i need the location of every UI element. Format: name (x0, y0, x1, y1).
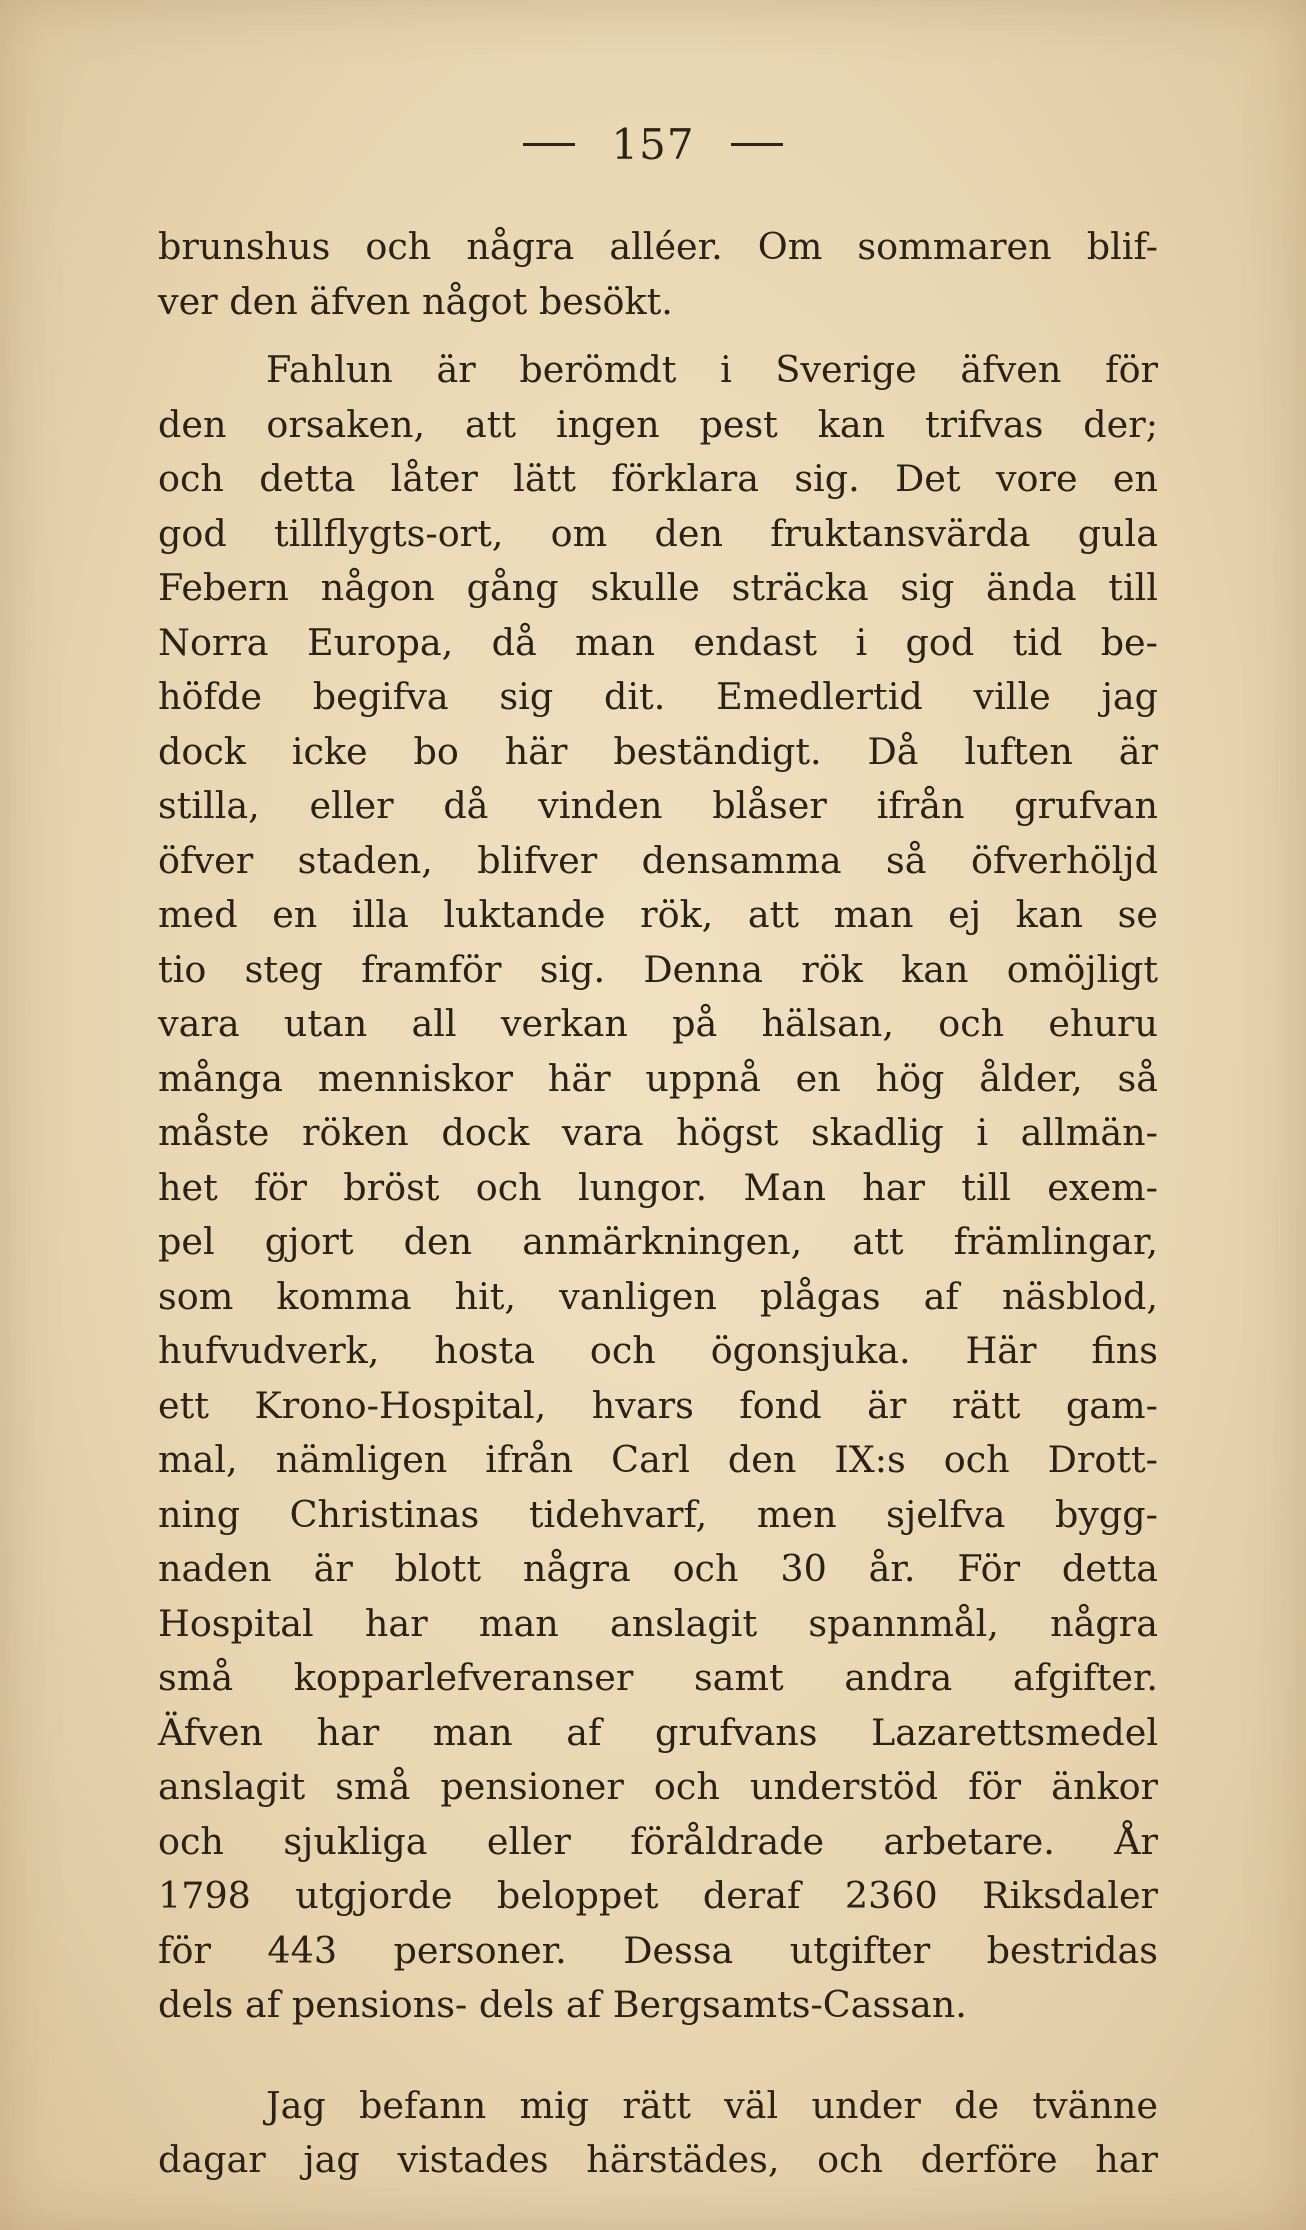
page-number: 157 (611, 120, 695, 169)
text-line: Norra Europa, då man endast i god tid be- (158, 620, 1158, 664)
text-line: Äfven har man af grufvans Lazarettsmedel (158, 1710, 1158, 1754)
text-line: het för bröst och lungor. Man har till exem- (158, 1165, 1158, 1209)
text-line: dels af pensions- dels af Bergsamts-Cassan. (158, 1983, 967, 2026)
text-line: Jag befann mig rätt väl under de tvänne (266, 2083, 1158, 2127)
paragraph-3 (158, 2079, 1158, 2188)
text-line: naden är blott några och 30 år. För detta (158, 1547, 1158, 1590)
text-line: Febern någon gång skulle sträcka sig ända till (158, 566, 1158, 609)
text-line: många menniskor här uppnå en hög ålder, så (158, 1056, 1158, 1100)
text-line: brunshus och några alléer. Om sommaren blif- (158, 225, 1158, 268)
text-line: tio steg framför sig. Denna rök kan omöjligt (158, 947, 1158, 991)
text-line: och sjukliga eller föråldrade arbetare. År (158, 1819, 1158, 1863)
text-line: ett Krono-Hospital, hvars fond är rätt gam- (158, 1383, 1158, 1427)
text-line: pel gjort den anmärkningen, att främlingar, (158, 1220, 1158, 1263)
text-line: ning Christinas tidehvarf, men sjelfva bygg- (158, 1492, 1158, 1536)
header-dash-left (523, 143, 575, 146)
text-line: hufvudverk, hosta och ögonsjuka. Här fins (158, 1329, 1158, 1372)
text-line: som komma hit, vanligen plågas af näsblod, (158, 1274, 1158, 1318)
text-line: med en illa luktande rök, att man ej kan se (158, 893, 1158, 936)
text-line: mal, nämligen ifrån Carl den IX:s och Drott- (158, 1438, 1158, 1481)
text-line: och detta låter lätt förklara sig. Det vore en (158, 457, 1158, 500)
text-line: ver den äfven något besökt. (158, 279, 673, 323)
text-line: 1798 utgjorde beloppet deraf 2360 Riksdaler (158, 1874, 1158, 1917)
text-line: Hospital har man anslagit spannmål, några (158, 1601, 1158, 1645)
text-line: höfde begifva sig dit. Emedlertid ville jag (158, 675, 1158, 718)
header-dash-right (731, 143, 783, 146)
text-line: dagar jag vistades härstädes, och derföre har (158, 2138, 1158, 2181)
text-line: stilla, eller då vinden blåser ifrån grufvan (158, 784, 1158, 827)
text-line: för 443 personer. Dessa utgifter bestridas (158, 1928, 1158, 1972)
paragraph-2 (158, 343, 1158, 2033)
text-line: öfver staden, blifver densamma så öfverhöljd (158, 838, 1158, 882)
text-line: Fahlun är berömdt i Sverige äfven för (266, 348, 1158, 391)
text-line: anslagit små pensioner och understöd för änkor (158, 1765, 1158, 1808)
text-line: vara utan all verkan på hälsan, och ehuru (158, 1002, 1158, 1045)
body-text (158, 220, 1158, 2188)
text-line: dock icke bo här beständigt. Då luften är (158, 729, 1158, 773)
text-line: god tillflygts-ort, om den fruktansvärda gula (158, 511, 1158, 555)
page-header (0, 120, 1306, 169)
text-line: små kopparlefveranser samt andra afgifter. (158, 1656, 1158, 1699)
text-line: den orsaken, att ingen pest kan trifvas der; (158, 402, 1158, 446)
text-line: måste röken dock vara högst skadlig i allmän- (158, 1111, 1158, 1154)
paragraph-1 (158, 220, 1158, 329)
